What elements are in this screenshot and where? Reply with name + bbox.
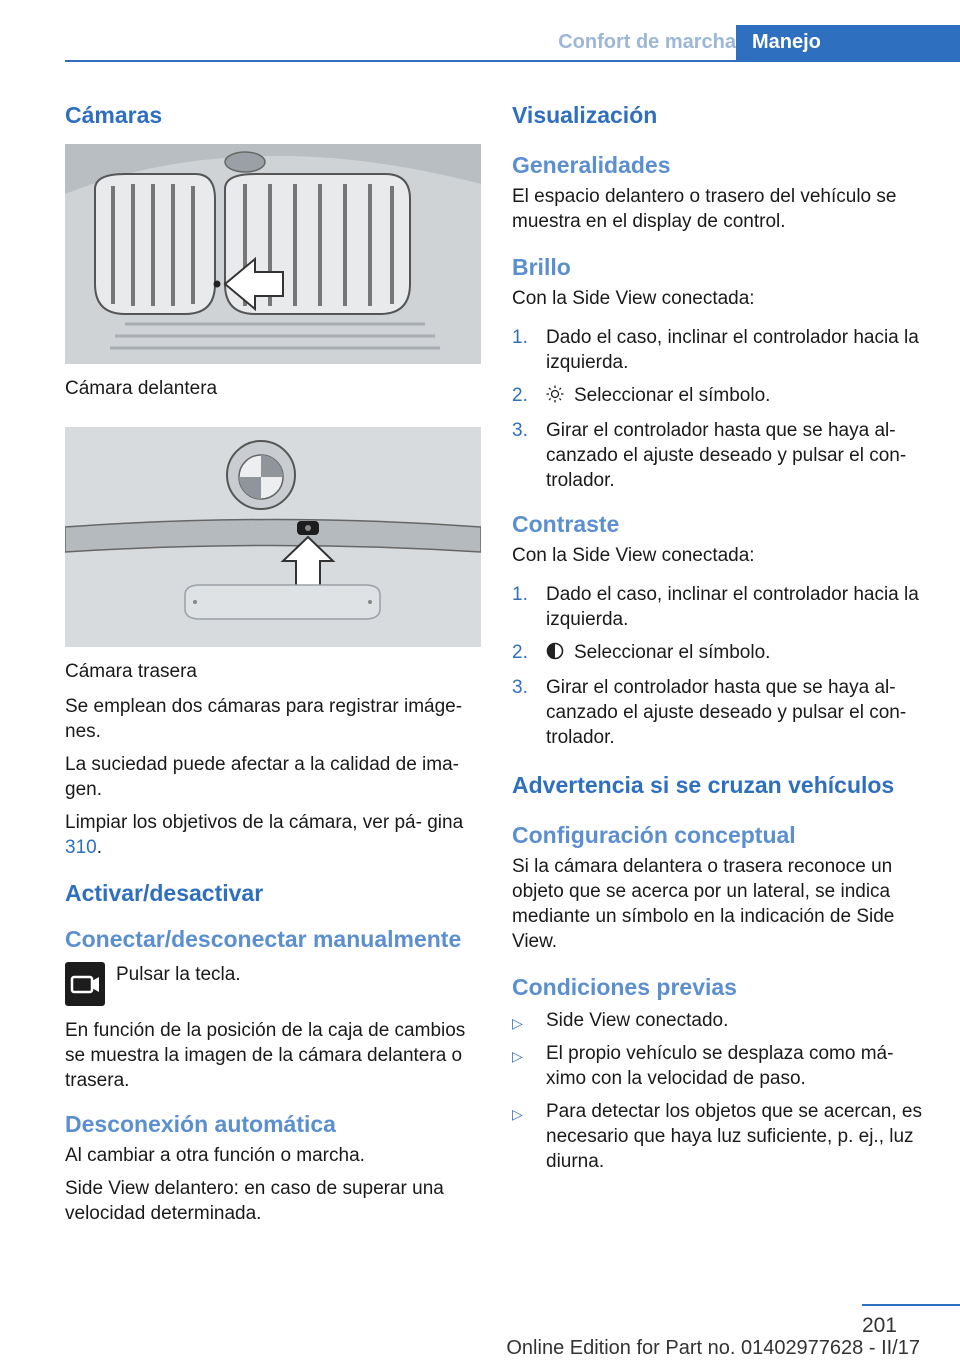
contrast-steps: [512, 582, 924, 750]
step-text: Seleccionar el símbolo.: [574, 385, 771, 406]
condition-text: Para detectar los objetos que se acercan, es necesario que haya luz suficiente, p. ej., luz diurna.: [546, 1101, 923, 1172]
step-number: 2.: [512, 385, 528, 406]
contrast-icon: [546, 642, 564, 667]
rear-camera-caption: Cámara trasera: [65, 661, 197, 682]
step-text: Girar el controlador hasta que se haya al‐ canzado el ajuste deseado y pulsar el con‐ trolador.: [546, 420, 907, 491]
step-number: 2.: [512, 642, 528, 663]
general-title: Generalidades: [512, 152, 671, 178]
brightness-icon: [546, 385, 564, 410]
list-item: [512, 582, 924, 632]
key-instruction: Pulsar la tecla.: [116, 964, 241, 985]
header-tab: Manejo: [736, 25, 960, 60]
left-column: [65, 100, 481, 1234]
manual-title: Conectar/desconectar manualmente: [65, 926, 462, 952]
list-item: [512, 1008, 924, 1033]
header-section: Confort de marcha: [558, 31, 736, 53]
rear-camera-image: [65, 427, 481, 647]
display-title: Visualización: [512, 102, 658, 128]
contrast-intro: Con la Side View conectada:: [512, 545, 755, 566]
paragraph-cameras: Se emplean dos cámaras para registrar imáge‐ nes.: [65, 696, 463, 742]
step-number: 3.: [512, 677, 528, 698]
activate-title: Activar/desactivar: [65, 880, 264, 906]
step-number: 1.: [512, 584, 528, 605]
step-text: Seleccionar el símbolo.: [574, 642, 771, 663]
brightness-title: Brillo: [512, 254, 571, 280]
camera-key-row: [65, 962, 481, 1012]
paragraph-auto-1: Al cambiar a otra función o marcha.: [65, 1145, 365, 1166]
bullet-icon: ▷: [512, 1106, 523, 1122]
conditions-title: Condiciones previas: [512, 974, 737, 1000]
contrast-title: Contraste: [512, 511, 620, 537]
front-camera-image: [65, 144, 481, 364]
paragraph-gear: En función de la posición de la caja de cambios se muestra la imagen de la cámara delantera o trasera.: [65, 1020, 466, 1091]
condition-text: El propio vehículo se desplaza como má‐ ximo con la velocidad de paso.: [546, 1043, 894, 1089]
page-link-310[interactable]: 310: [65, 837, 97, 858]
auto-off-title: Desconexión automática: [65, 1111, 336, 1137]
step-number: 3.: [512, 420, 528, 441]
step-text: Girar el controlador hasta que se haya al‐ canzado el ajuste deseado y pulsar el con‐ trolador.: [546, 677, 907, 748]
clean-text: Limpiar los objetivos de la cámara, ver pá‐ gina: [65, 812, 464, 833]
concept-text: Si la cámara delantera o trasera reconoce un objeto que se acerca por un lateral, se indica mediante un símbolo en la indicación de Side View.: [512, 856, 895, 952]
list-item: [512, 418, 924, 493]
warning-title: Advertencia si se cruzan vehículos: [512, 772, 895, 798]
cameras-title: Cámaras: [65, 102, 163, 128]
list-item: [512, 1041, 924, 1091]
paragraph-clean: [65, 810, 481, 860]
list-item: [512, 640, 924, 667]
brightness-intro: Con la Side View conectada:: [512, 288, 755, 309]
conditions-list: [512, 1008, 924, 1174]
list-item: [512, 325, 924, 375]
edition-text: Online Edition for Part no. 01402977628 - II/17: [506, 1337, 920, 1359]
camera-button-icon: [65, 962, 105, 1006]
paragraph-dirt: La suciedad puede afectar a la calidad de ima‐ gen.: [65, 754, 459, 800]
right-column: [512, 100, 924, 1182]
list-item: [512, 1099, 924, 1174]
step-text: Dado el caso, inclinar el controlador hacia la izquierda.: [546, 327, 919, 373]
list-item: [512, 675, 924, 750]
step-text: Dado el caso, inclinar el controlador hacia la izquierda.: [546, 584, 919, 630]
list-item: [512, 383, 924, 410]
page-header: [65, 25, 960, 62]
brightness-steps: [512, 325, 924, 493]
footer-rule: [862, 1304, 960, 1306]
bullet-icon: ▷: [512, 1015, 523, 1031]
concept-title: Configuración conceptual: [512, 822, 796, 848]
paragraph-auto-2: Side View delantero: en caso de superar una velocidad determinada.: [65, 1178, 444, 1224]
condition-text: Side View conectado.: [546, 1010, 729, 1031]
bullet-icon: ▷: [512, 1048, 523, 1064]
clean-end: .: [96, 837, 102, 858]
front-camera-caption: Cámara delantera: [65, 378, 218, 399]
general-text: El espacio delantero o trasero del vehículo se muestra en el display de control.: [512, 186, 897, 232]
page-number: 201: [861, 1314, 897, 1337]
step-number: 1.: [512, 327, 528, 348]
